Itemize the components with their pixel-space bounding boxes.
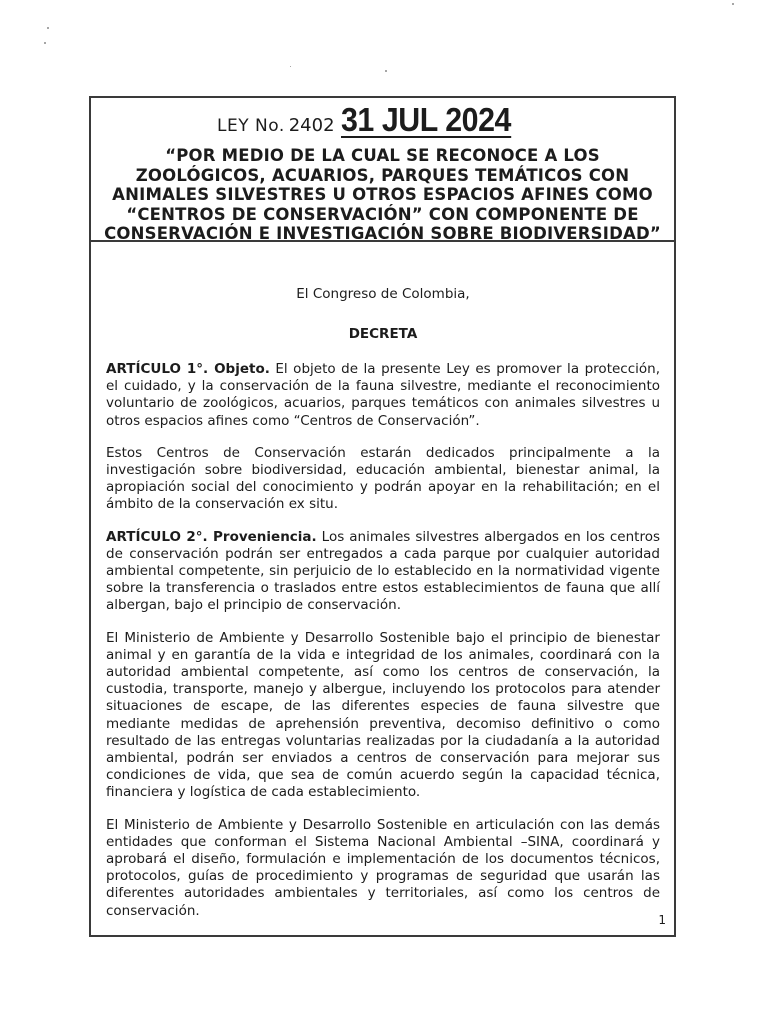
article-1-paragraph-2: Estos Centros de Conservación estarán dedicados principalmente a la investigación sobre biodiversidad, educación ambiental, bienestar animal, la apropiación social del conocimiento y podrán apoyar en la rehabilitación; en el ámbito de la conservación ex situ. bbox=[106, 444, 660, 513]
article-2-text: Los animales silvestres albergados en los centros de conservación podrán ser entregados a cada parque por cualquier autoridad ambiental competente, sin perjuicio de lo establecido en la normatividad vigente sobre la transferencia o traslados entre estos establecimientos de fauna que allí albergan, bajo el principio de conservación. bbox=[106, 528, 660, 614]
document-frame bbox=[89, 96, 676, 937]
scan-speck bbox=[385, 70, 387, 72]
congress-line: El Congreso de Colombia, bbox=[296, 286, 470, 302]
article-1-paragraph bbox=[106, 361, 660, 430]
article-2-heading: ARTÍCULO 2°. Proveniencia. bbox=[106, 528, 317, 545]
law-label: LEY No. bbox=[217, 116, 285, 136]
page-number: 1 bbox=[658, 913, 666, 927]
article-1-text: El objeto de la presente Ley es promover la protección, el cuidado, y la conservación de la fauna silvestre, mediante el reconocimiento voluntario de zoológicos, acuarios, parques temáticos con animales silvestres u otros espacios afines como “Centros de Conservación”. bbox=[106, 361, 660, 429]
scan-speck bbox=[47, 27, 49, 29]
scan-speck bbox=[290, 66, 291, 67]
article-2-paragraph bbox=[106, 529, 660, 615]
law-number-line bbox=[217, 101, 525, 144]
law-number: 2402 bbox=[288, 115, 335, 136]
article-2-paragraph-2: El Ministerio de Ambiente y Desarrollo Sostenible bajo el principio de bienestar animal y en garantía de la vida e integridad de los animales, coordinará con la autoridad ambiental competente, así como los centros de conservación, la custodia, transporte, manejo y albergue, incluyendo los protocolos para atender situaciones de escape, de las diferentes especies de fauna silvestre que mediante medidas de aprehensión preventiva, decomiso definitivo o como resultado de las entregas voluntarias realizadas por la ciudadanía a la autoridad ambiental, podrán ser enviados a centros de conservación para mejorar sus condiciones de vida, que sea de común acuerdo según la capacidad técnica, financiera y logística de cada establecimiento. bbox=[106, 629, 660, 801]
law-header bbox=[91, 98, 674, 242]
document-body bbox=[106, 286, 660, 920]
scan-speck bbox=[732, 3, 734, 5]
decreta-heading: DECRETA bbox=[348, 326, 418, 342]
article-2-paragraph-3: El Ministerio de Ambiente y Desarrollo Sostenible en articulación con las demás entidades que conforman el Sistema Nacional Ambiental –SINA, coordinará y aprobará el diseño, formulación e implementación de los documentos técnicos, protocolos, guías de procedimiento y programas de seguridad que usarán las diferentes autoridades ambientales y territoriales, así como los centros de conservación. bbox=[106, 816, 660, 919]
scan-speck bbox=[44, 42, 46, 44]
law-title: “POR MEDIO DE LA CUAL SE RECONOCE A LOS ZOOLÓGICOS, ACUARIOS, PARQUES TEMÁTICOS CON ANIMALES SILVESTRES U OTROS ESPACIOS AFINES COMO “CENTROS DE CONSERVACIÓN” CON COMPONENTE DE CONSERVACIÓN E INVESTIGACIÓN SOBRE BIODIVERSIDAD” bbox=[104, 146, 661, 243]
article-1-heading: ARTÍCULO 1°. Objeto. bbox=[106, 361, 270, 377]
date-stamp: 31 JUL 2024 bbox=[340, 101, 511, 138]
